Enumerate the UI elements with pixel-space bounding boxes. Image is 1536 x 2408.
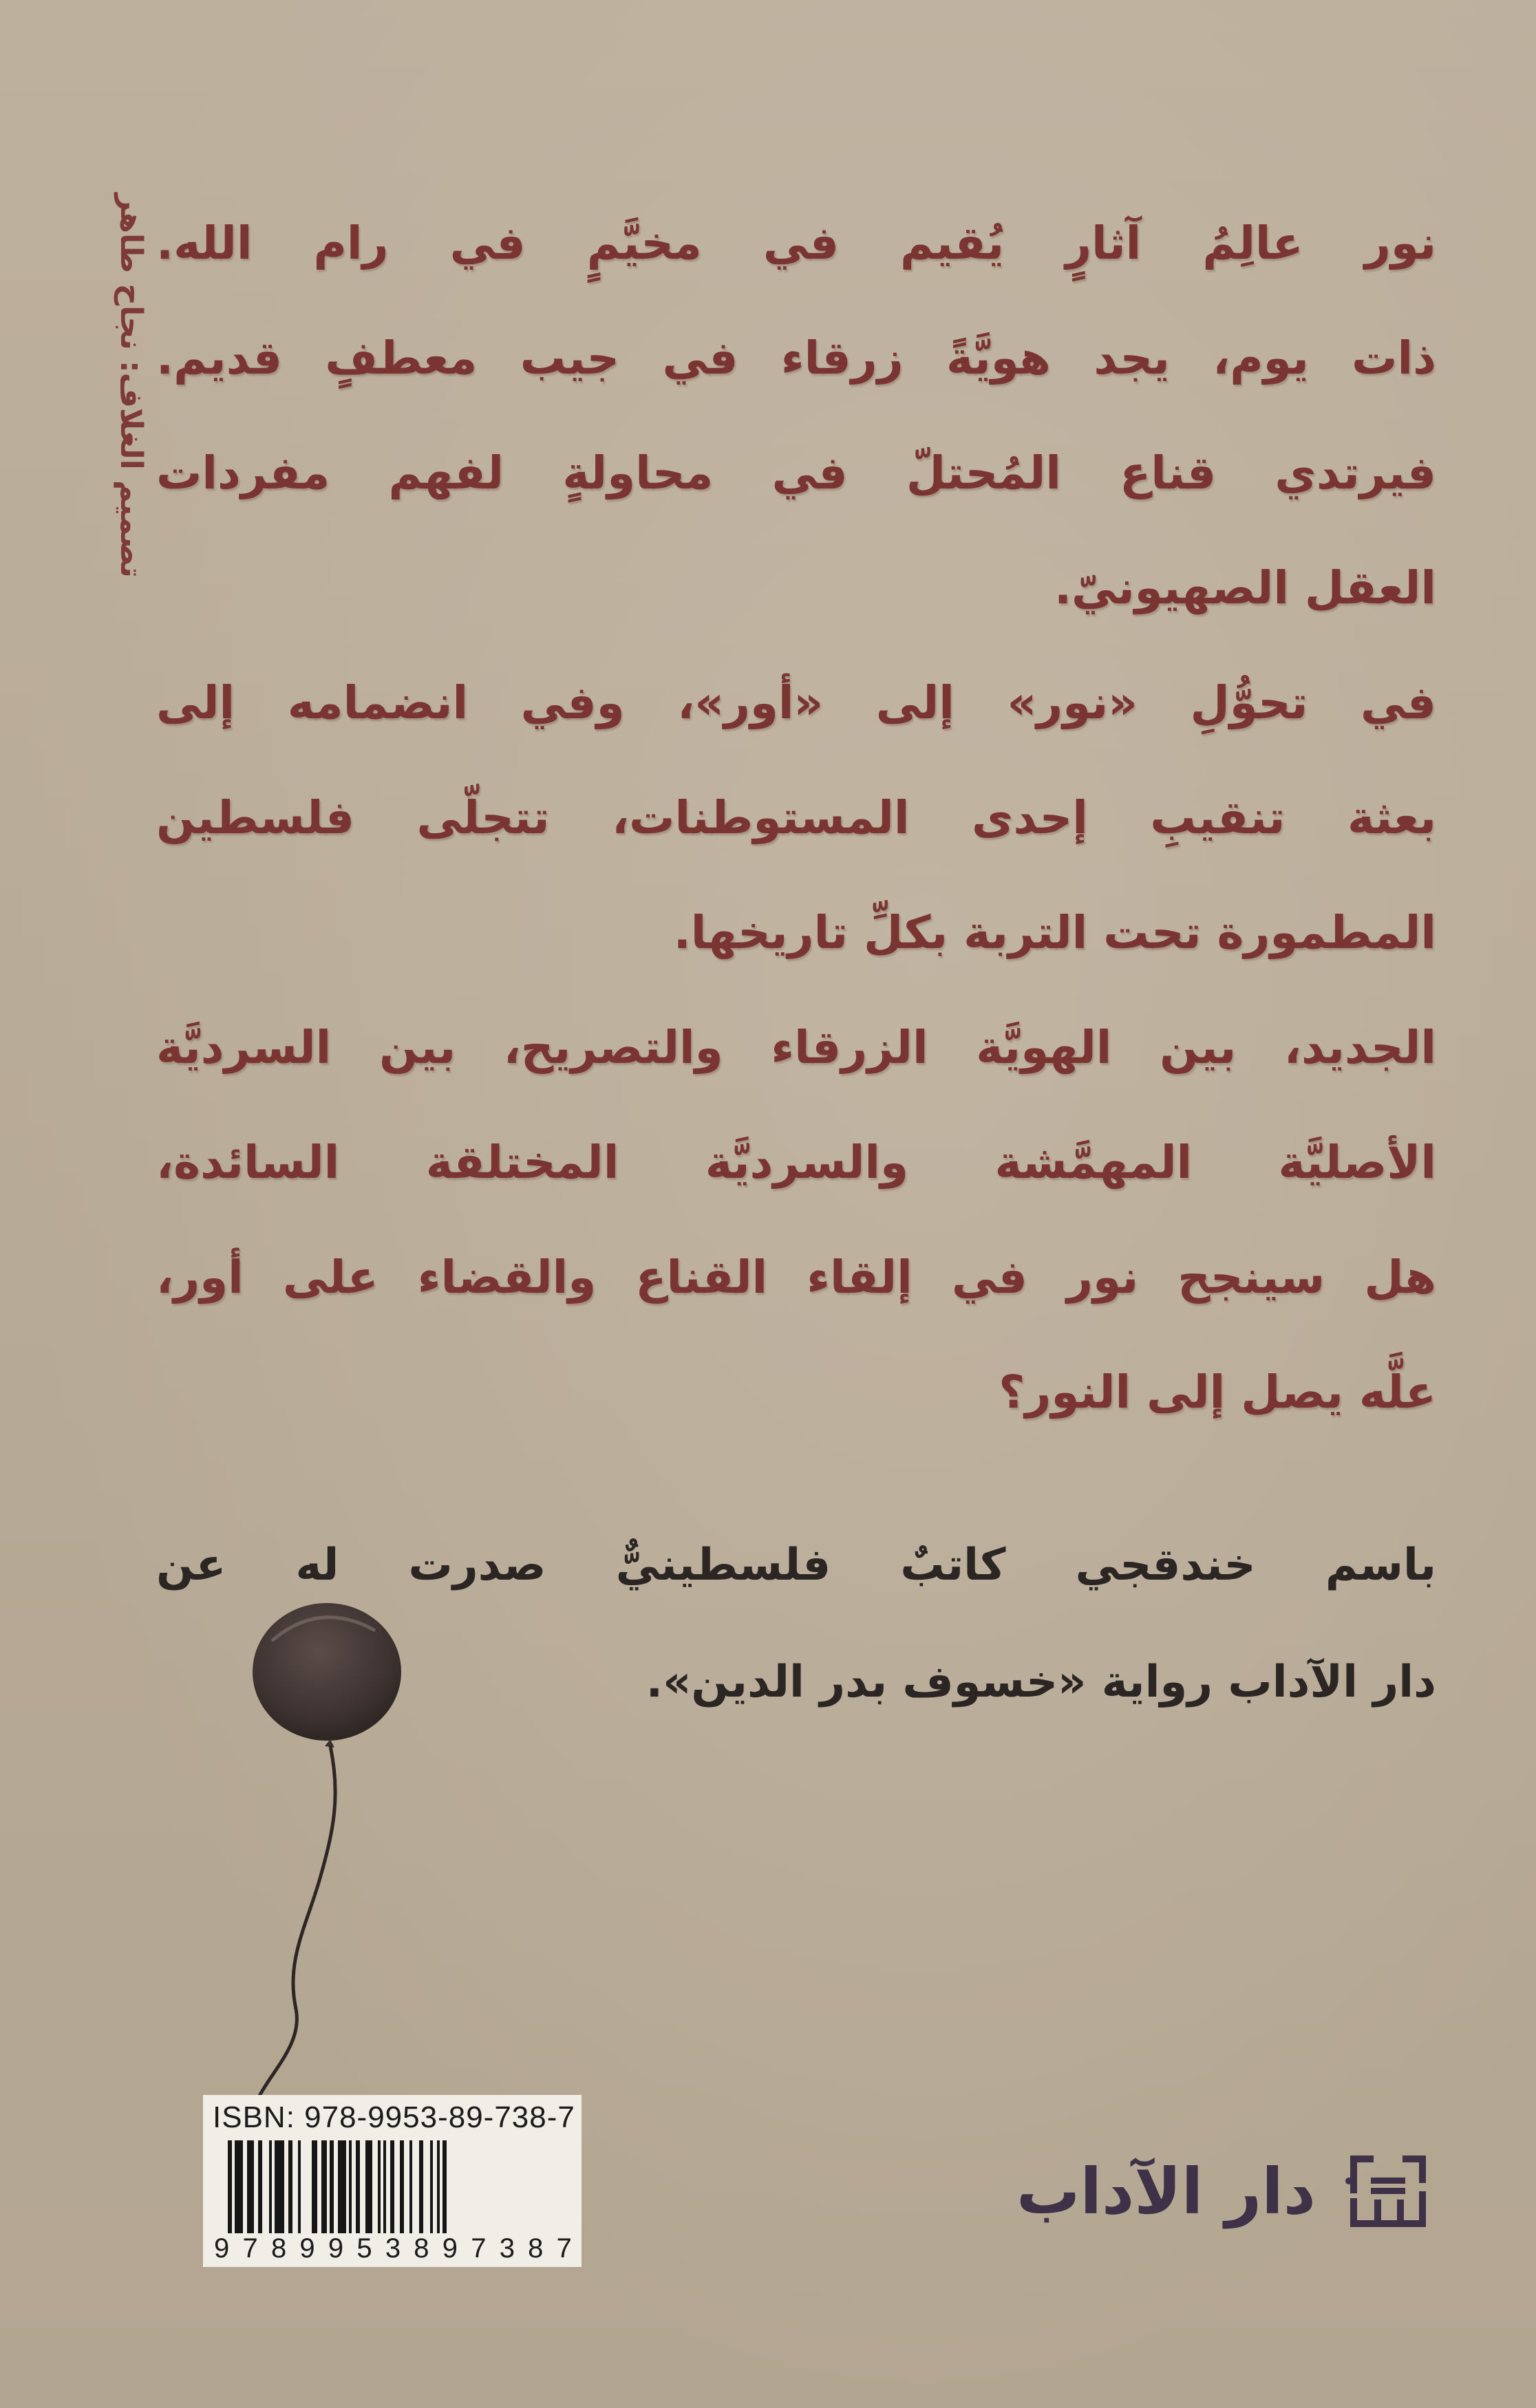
barcode-digit: 7 [242, 2233, 258, 2264]
author-bio-line: دار الآداب رواية «خسوف بدر الدين». [646, 1657, 1436, 1708]
barcode-bars [228, 2140, 565, 2233]
barcode-digit: 9 [214, 2233, 230, 2264]
barcode-digits [214, 2233, 572, 2264]
barcode-digit: 7 [471, 2233, 487, 2264]
barcode-digit: 5 [356, 2233, 372, 2264]
blurb-line: نور عالِمُ آثارٍ يُقيم في مخيَّمٍ في رام الله. [156, 217, 1436, 270]
blurb-line: الأصليَّة المهمَّشة والسرديَّة المختلقة السائدة، [156, 1136, 1436, 1189]
blurb-line: بعثة تنقيبِ إحدى المستوطنات، تتجلّى فلسطين [156, 791, 1436, 844]
cover-design-credit-text: تصميم الغلاف: نجاح طاهر [113, 193, 149, 578]
blurb-line: ذات يوم، يجد هويَّةً زرقاء في جيب معطفٍ قديم. [156, 332, 1436, 385]
barcode-digit: 3 [385, 2233, 401, 2264]
author-bio-line: باسم خندقجي كاتبٌ فلسطينيٌّ صدرت له عن [156, 1540, 1436, 1591]
barcode-digit: 3 [499, 2233, 515, 2264]
blurb-line: فيرتدي قناع المُحتلّ في محاولةٍ لفهم مفردات [156, 447, 1436, 499]
barcode-digit: 7 [556, 2233, 572, 2264]
barcode-digit: 9 [442, 2233, 458, 2264]
barcode-digit: 8 [270, 2233, 287, 2264]
blurb-line: الجديد، بين الهويَّة الزرقاء والتصريح، بين السرديَّة [156, 1021, 1436, 1074]
barcode [214, 2140, 572, 2264]
publisher-name: دار الآداب [1016, 2154, 1316, 2228]
blurb-line: علَّه يصل إلى النور؟ [999, 1366, 1436, 1419]
isbn-text: ISBN: 978-9953-89-738-7 [213, 2100, 575, 2134]
blurb-line: العقل الصهيونيّ. [1054, 561, 1436, 614]
balloon-icon [244, 1589, 423, 2098]
publisher-mark [1016, 2150, 1433, 2233]
barcode-digit: 9 [299, 2233, 315, 2264]
barcode-digit: 8 [414, 2233, 429, 2264]
blurb-line: المطمورة تحت التربة بكلِّ تاريخها. [673, 906, 1436, 959]
barcode-digit: 8 [528, 2233, 544, 2264]
blurb-line: في تحوُّلِ «نور» إلى «أور»، وفي انضمامه إلى [156, 676, 1436, 729]
blurb-line: هل سينجح نور في إلقاء القناع والقضاء على أور، [156, 1251, 1436, 1304]
isbn-barcode-label [203, 2095, 582, 2267]
barcode-digit: 9 [328, 2233, 344, 2264]
publisher-logo-icon [1343, 2150, 1433, 2233]
blurb-text [156, 186, 1436, 1450]
